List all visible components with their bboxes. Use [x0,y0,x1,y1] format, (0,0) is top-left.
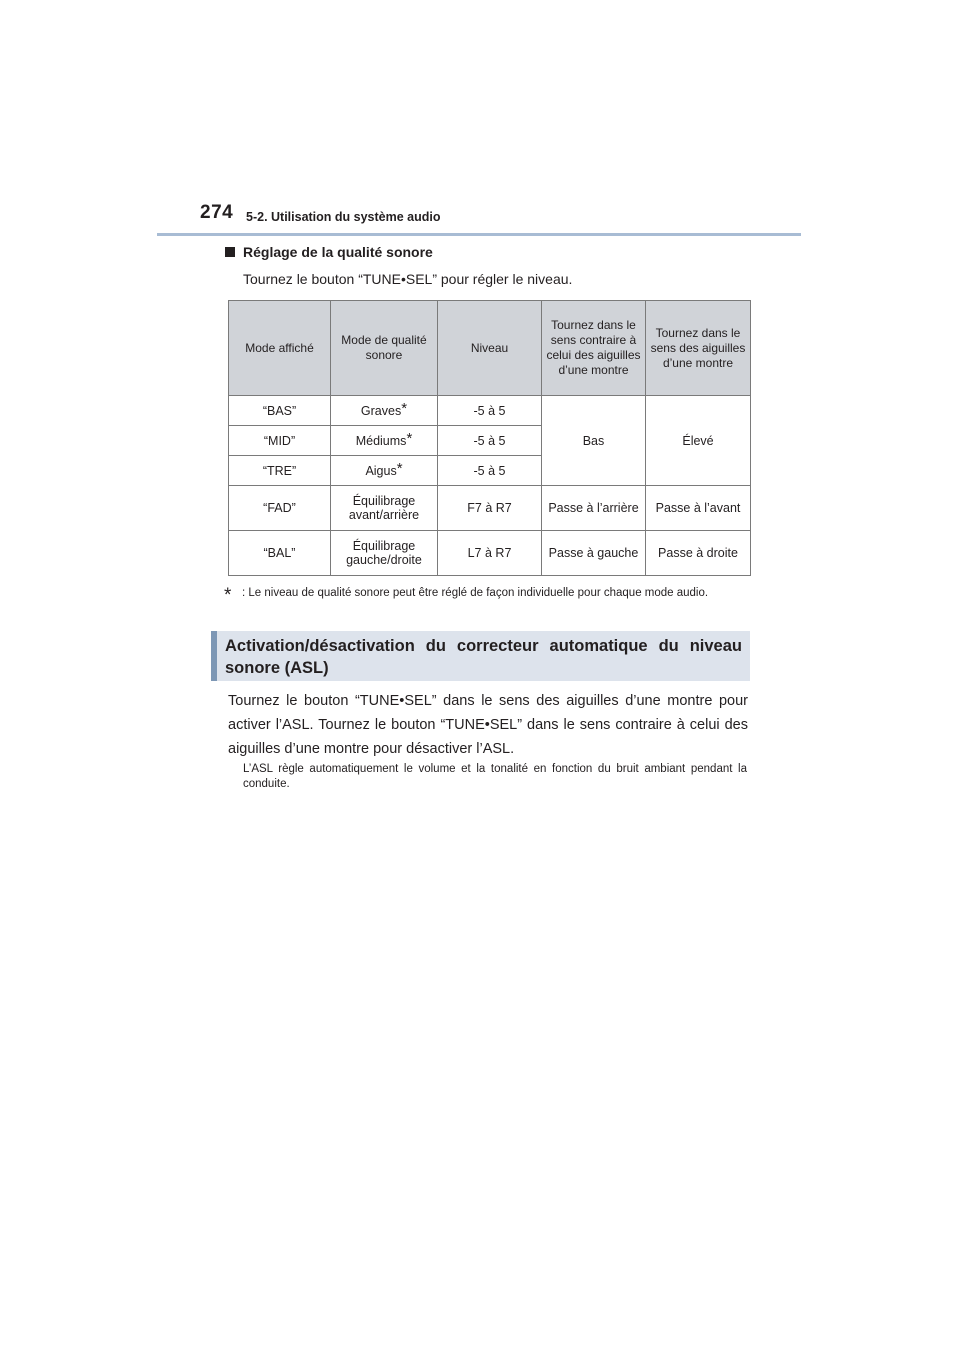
table-cell-ccw: Passe à gauche [542,531,646,576]
asl-body: Tournez le bouton “TUNE•SEL” dans le sens des aiguilles d’une montre pour activer l’ASL. Tournez le bouton “TUNE•SEL” dans le sens contraire à celui des aiguilles d’une montre pour désactiver l’ASL. [228,693,748,757]
page-number: 274 [200,202,234,223]
square-bullet-icon [225,247,235,257]
footnote-marker: * [401,399,408,417]
footnote-marker: * [396,459,403,477]
table-header: Tournez dans le sens des aiguilles d’une montre [646,301,751,396]
table-cell-level: -5 à 5 [438,396,542,426]
table-header: Niveau [438,301,542,396]
sound-quality-table [228,300,751,576]
table-cell-level: -5 à 5 [438,426,542,456]
table-cell-level: F7 à R7 [438,486,542,531]
table-cell-quality: Aigus* [331,456,438,486]
page-header [200,200,802,234]
table-cell-level: -5 à 5 [438,456,542,486]
table-header: Mode de qualité sonore [331,301,438,396]
table-cell-quality: Équilibrage gauche/droite [331,531,438,576]
table-cell-mode: “TRE” [229,456,331,486]
table-cell-mode: “MID” [229,426,331,456]
header-divider [157,233,801,236]
asl-note: L’ASL règle automatiquement le volume et la tonalité en fonction du bruit ambiant pendant la conduite. [243,763,747,790]
footnote-star: * [224,585,232,606]
table-footnote [224,583,748,606]
section-heading [225,244,433,260]
table-header: Mode affiché [229,301,331,396]
table-cell-cw: Passe à l’avant [646,486,751,531]
table-cell-cw: Élevé [646,396,751,486]
table-cell-ccw: Bas [542,396,646,486]
table-cell-mode: “BAL” [229,531,331,576]
section-intro: Tournez le bouton “TUNE•SEL” pour régler le niveau. [243,271,573,287]
table-header: Tournez dans le sens contraire à celui des aiguilles d’une montre [542,301,646,396]
asl-section-header [211,631,750,681]
section-heading-text: Réglage de la qualité sonore [243,244,433,260]
footnote-marker: * [406,429,413,447]
table-cell-quality: Médiums* [331,426,438,456]
table-row [229,531,751,576]
table-header-row [229,301,751,396]
footnote-text: : Le niveau de qualité sonore peut être réglé de façon individuelle pour chaque mode audio. [242,587,709,599]
table-cell-cw: Passe à droite [646,531,751,576]
table-row [229,396,751,426]
table-cell-quality: Graves* [331,396,438,426]
table-cell-level: L7 à R7 [438,531,542,576]
table-cell-mode: “BAS” [229,396,331,426]
asl-title: Activation/désactivation du correcteur automatique du niveau sonore (ASL) [225,637,742,677]
table-cell-quality: Équilibrage avant/arrière [331,486,438,531]
table-row [229,486,751,531]
table-cell-mode: “FAD” [229,486,331,531]
chapter-title: 5-2. Utilisation du système audio [246,210,441,224]
table-cell-ccw: Passe à l’arrière [542,486,646,531]
